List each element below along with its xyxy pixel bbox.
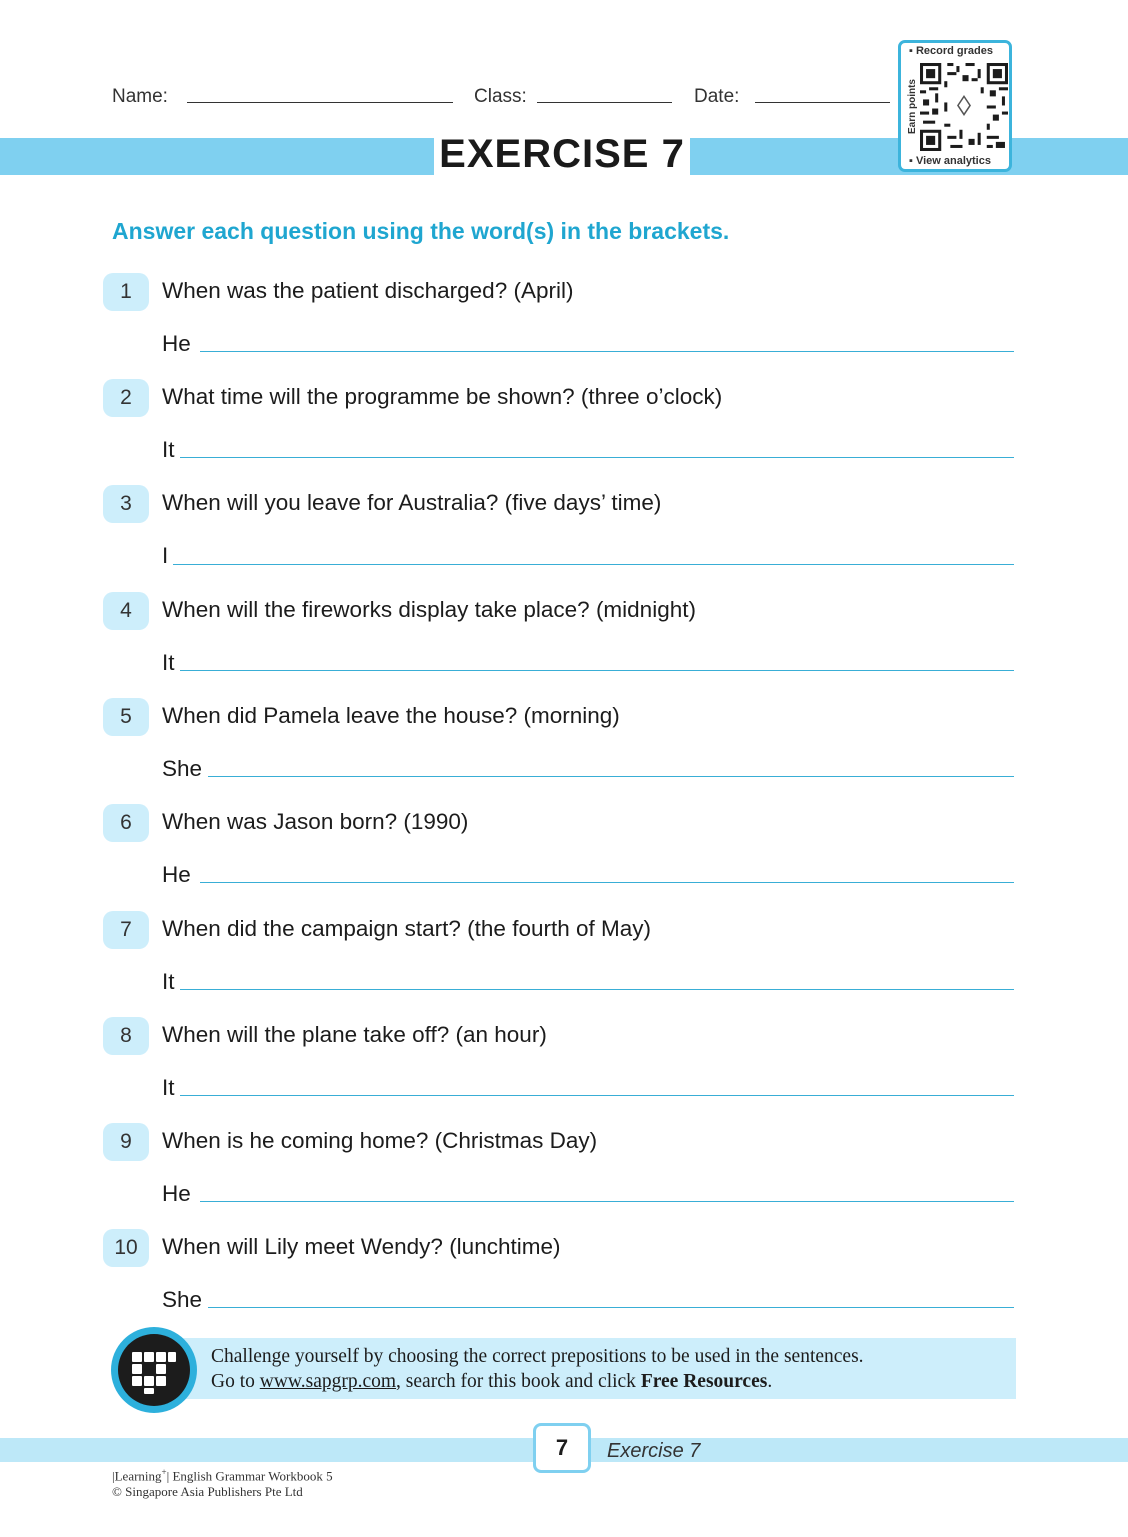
- answer-start: It: [162, 437, 175, 462]
- question-text: When will you leave for Australia? (five days’ time): [162, 490, 662, 515]
- answer-line[interactable]: [200, 351, 1014, 352]
- answer-start: I: [162, 543, 169, 568]
- question-text: When was Jason born? (1990): [162, 809, 469, 834]
- instruction: Answer each question using the word(s) in the brackets.: [112, 218, 730, 244]
- answer-line[interactable]: [180, 1095, 1014, 1096]
- question-number: 1: [103, 273, 149, 311]
- question-number: 4: [103, 592, 149, 630]
- question-text: When will the plane take off? (an hour): [162, 1022, 547, 1047]
- question-number: 7: [103, 911, 149, 949]
- footer-book-info: |Learning+| English Grammar Workbook 5 © Singapore Asia Publishers Pte Ltd: [112, 1467, 333, 1500]
- answer-start: It: [162, 1075, 175, 1100]
- date-label: Date:: [694, 86, 740, 107]
- answer-start: It: [162, 969, 175, 994]
- answer-line[interactable]: [180, 989, 1014, 990]
- qr-side-label: Earn points: [907, 78, 919, 135]
- question-text: When did the campaign start? (the fourth of May): [162, 916, 651, 941]
- question-number: 9: [103, 1123, 149, 1161]
- class-label: Class:: [474, 86, 527, 107]
- qr-code-icon: [920, 63, 1008, 151]
- answer-start: He: [162, 1181, 191, 1206]
- answer-line[interactable]: [208, 1307, 1014, 1308]
- question-number: 3: [103, 485, 149, 523]
- answer-start: It: [162, 650, 175, 675]
- answer-start: He: [162, 331, 191, 356]
- question-text: What time will the programme be shown? (three o’clock): [162, 384, 723, 409]
- qr-top-label: ▪ Record grades: [909, 45, 993, 57]
- website-link[interactable]: www.sapgrp.com: [259, 1371, 397, 1392]
- crossword-icon: [111, 1327, 197, 1413]
- answer-line[interactable]: [200, 882, 1014, 883]
- page-title: EXERCISE 7: [439, 132, 685, 176]
- answer-start: She: [162, 1287, 203, 1312]
- page-number: 7: [533, 1423, 591, 1473]
- answer-line[interactable]: [180, 670, 1014, 671]
- question-number: 2: [103, 379, 149, 417]
- question-number: 10: [103, 1229, 149, 1267]
- question-number: 5: [103, 698, 149, 736]
- challenge-text: Challenge yourself by choosing the correct prepositions to be used in the sentences. Go to www.sapgrp.com, search for this book and click Free Resources.: [211, 1346, 864, 1392]
- answer-start: He: [162, 862, 191, 887]
- class-field[interactable]: [537, 102, 672, 103]
- question-text: When is he coming home? (Christmas Day): [162, 1128, 598, 1153]
- qr-badge[interactable]: [898, 40, 1012, 172]
- answer-line[interactable]: [208, 776, 1014, 777]
- answer-start: She: [162, 756, 203, 781]
- answer-line[interactable]: [173, 564, 1014, 565]
- question-text: When did Pamela leave the house? (morning): [162, 703, 620, 728]
- qr-bottom-label: ▪ View analytics: [909, 155, 991, 167]
- answer-line[interactable]: [180, 457, 1014, 458]
- name-field[interactable]: [187, 102, 453, 103]
- name-label: Name:: [112, 86, 168, 107]
- question-number: 8: [103, 1017, 149, 1055]
- question-text: When will the fireworks display take place? (midnight): [162, 597, 696, 622]
- question-text: When was the patient discharged? (April): [162, 278, 574, 303]
- question-number: 6: [103, 804, 149, 842]
- footer-exercise-label: Exercise 7: [607, 1440, 701, 1462]
- answer-line[interactable]: [200, 1201, 1014, 1202]
- question-text: When will Lily meet Wendy? (lunchtime): [162, 1234, 561, 1259]
- date-field[interactable]: [755, 102, 890, 103]
